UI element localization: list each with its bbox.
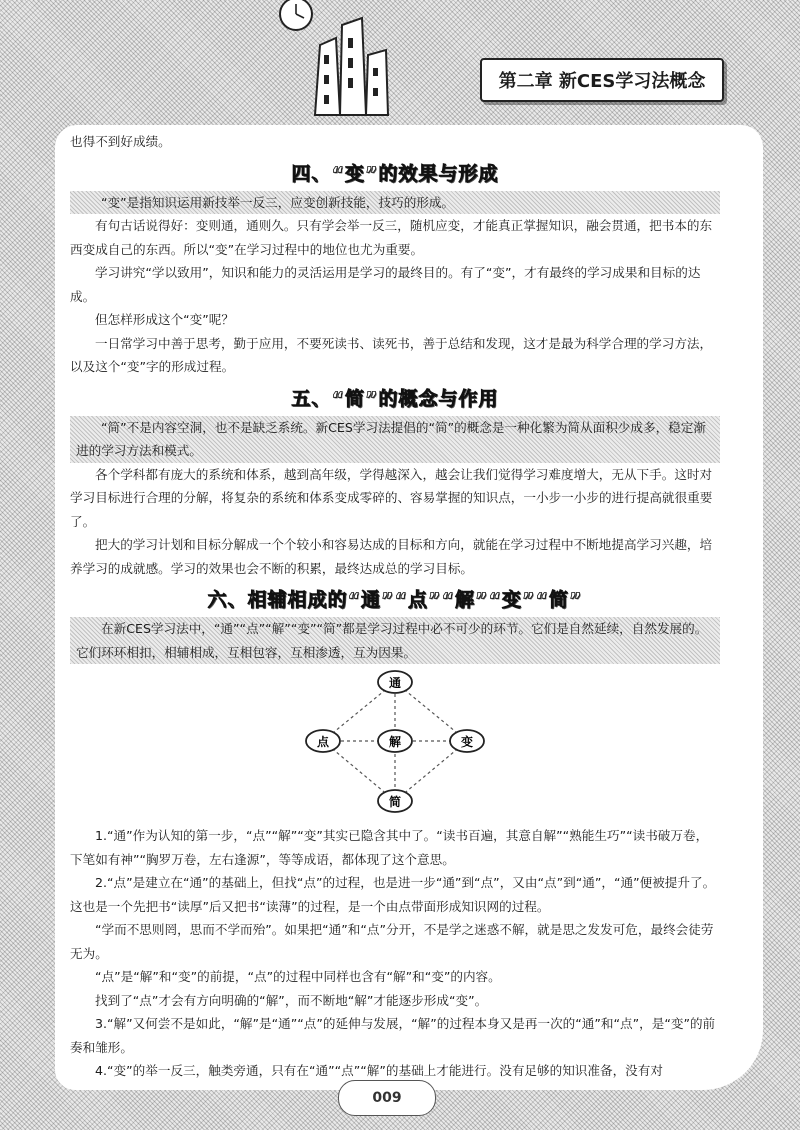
diagram-node (378, 671, 412, 693)
page-content (70, 130, 720, 1083)
section-lead: “简”不是内容空洞，也不是缺乏系统。新CES学习法提倡的“简”的概念是一种化繁为简从面积少成多，稳定渐进的学习方法和模式。 (70, 416, 720, 463)
diagram-node (306, 730, 340, 752)
svg-text:通: 通 (388, 676, 402, 690)
page-number: 009 (338, 1080, 436, 1116)
section-heading: 四、“变”的效果与形成 (291, 162, 499, 185)
section-heading: 六、相辅相成的“通”“点”“解”“变”“简” (207, 589, 583, 611)
paragraph: 2.“点”是建立在“通”的基础上，但找“点”的过程，也是进一步“通”到“点”，又由“点”到“通”，“通”便被提升了。这也是一个先把书“读厚”后又把书“读薄”的过程，是一个由点带面形成知识网的过程。 (70, 875, 716, 914)
paragraph: 找到了“点”才会有方向明确的“解”，而不断地“解”才能逐步形成“变”。 (95, 992, 488, 1008)
svg-text:解: 解 (388, 735, 402, 749)
section-lead: “变”是指知识运用新技举一反三，应变创新技能，技巧的形成。 (70, 191, 720, 215)
section-lead: 在新CES学习法中，“通”“点”“解”“变”“简”都是学习过程中必不可少的环节。它们是自然延续，自然发展的。它们环环相扣，相辅相成，互相包容，互相渗透，互为因果。 (70, 617, 720, 664)
clock-tower-illustration (270, 0, 420, 120)
paragraph: 但怎样形成这个“变”呢？ (95, 312, 234, 327)
paragraph: 一日常学习中善于思考，勤于应用，不要死读书、读死书，善于总结和发现，这才是最为科学合理的学习方法，以及这个“变”字的形成过程。 (70, 335, 713, 374)
section-heading: 五、“简”的概念与作用 (291, 387, 499, 410)
paragraph: “点”是“解”和“变”的前提，“点”的过程中同样也含有“解”和“变”的内容。 (95, 969, 501, 984)
paragraph: 各个学科都有庞大的系统和体系，越到高年级，学得越深入，越会让我们觉得学习难度增大，无从下手。这时对学习目标进行合理的分解，将复杂的系统和体系变成零碎的、容易掌握的知识点，一小步一小步的进行提高就很重要了。 (70, 466, 713, 529)
paragraph: 学习讲究“学以致用”，知识和能力的灵活运用是学习的最终目的。有了“变”，才有最终的学习成果和目标的达成。 (70, 265, 701, 304)
five-elements-diagram (295, 668, 495, 818)
paragraph: 有句古话说得好：变则通，通则久。只有学会举一反三，随机应变，才能真正掌握知识，融会贯通，把书本的东西变成自己的东西。所以“变”在学习过程中的地位也尤为重要。 (70, 218, 713, 257)
paragraph: 把大的学习计划和目标分解成一个个较小和容易达成的目标和方向，就能在学习过程中不断地提高学习兴趣，培养学习的成就感。学习的效果也会不断的积累，最终达成总的学习目标。 (70, 537, 713, 576)
diagram-node (450, 730, 484, 752)
paragraph: “学而不思则罔，思而不学而殆”。如果把“通”和“点”分开，不是学之迷惑不解，就是思之发发可危，最终会徒劳无为。 (70, 922, 714, 961)
paragraph: 3.“解”又何尝不是如此，“解”是“通”“点”的延伸与发展，“解”的过程本身又是再一次的“通”和“点”，是“变”的前奏和雏形。 (70, 1016, 716, 1055)
chapter-title: 第二章 新CES学习法概念 (480, 58, 724, 102)
svg-text:点: 点 (316, 735, 330, 749)
diagram-node (378, 730, 412, 752)
svg-text:变: 变 (460, 735, 474, 749)
diagram-node (378, 790, 412, 812)
svg-text:简: 简 (388, 795, 402, 809)
top-fragment: 也得不到好成绩。 (70, 134, 171, 149)
paragraph: 4.“变”的举一反三，触类旁通，只有在“通”“点”“解”的基础上才能进行。没有足够的知识准备，没有对 (95, 1063, 663, 1078)
paragraph: 1.“通”作为认知的第一步，“点”“解”“变”其实已隐含其中了。“读书百遍，其意自解”“熟能生巧”“读书破万卷，下笔如有神”“胸罗万卷，左右逢源”，等等成语，都体现了这个意思。 (70, 828, 709, 867)
